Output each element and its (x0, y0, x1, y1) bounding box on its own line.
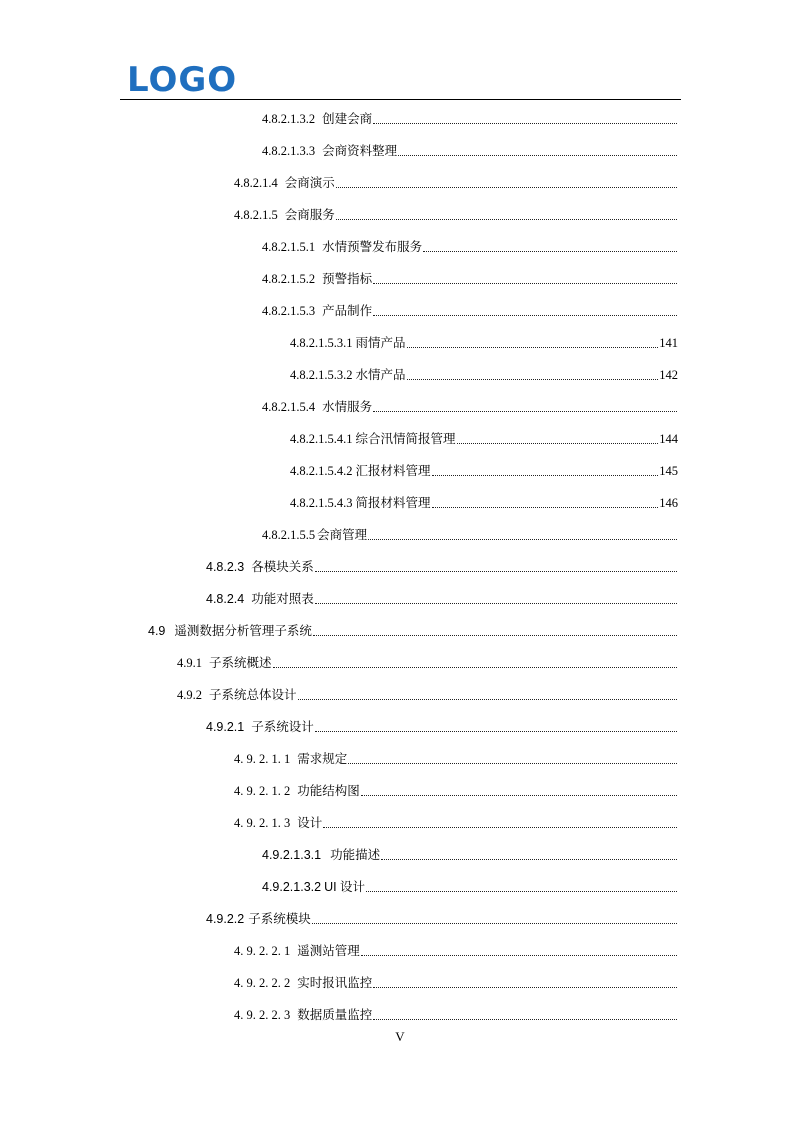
toc-entry[interactable] (262, 267, 678, 287)
toc-entry[interactable] (290, 491, 678, 511)
toc-entry[interactable] (234, 171, 678, 191)
toc-leader-dots (315, 559, 677, 572)
toc-entry[interactable] (290, 459, 678, 479)
toc-entry[interactable] (262, 299, 678, 319)
toc-leader-dots (407, 367, 659, 380)
toc-entry[interactable] (234, 779, 678, 799)
toc-entry-number: 4.8.2.1.5.2 (262, 272, 316, 286)
toc-entry[interactable] (234, 811, 678, 831)
toc-entry-title: 功能对照表 (251, 592, 314, 606)
toc-leader-dots (361, 943, 677, 956)
toc-entry-title: 功能结构图 (297, 784, 360, 798)
toc-entry-number: 4.9.2 (177, 688, 202, 702)
toc-entry-title: 子系统模块 (248, 912, 311, 926)
toc-leader-dots (381, 847, 677, 860)
toc-leader-dots (336, 207, 677, 220)
toc-entry-number: 4.8.2.1.5.4 (262, 400, 316, 414)
toc-entry[interactable] (234, 971, 678, 991)
toc-entry[interactable] (290, 363, 678, 383)
toc-entry-number: 4.8.2.1.4 (234, 176, 278, 190)
toc-leader-dots (373, 303, 677, 316)
page-number: V (395, 1029, 405, 1044)
toc-leader-dots (366, 879, 677, 892)
toc-leader-dots (348, 751, 677, 764)
toc-entry-number: 4. 9. 2. 1. 2 (234, 784, 291, 798)
toc-entry-title: 产品制作 (322, 304, 373, 318)
toc-entry-number: 4.8.2.1.5.4.2 (290, 464, 353, 478)
toc-entry[interactable] (148, 619, 678, 639)
toc-entry-number: 4.8.2.1.5.1 (262, 240, 316, 254)
toc-entry[interactable] (290, 427, 678, 447)
toc-entry-title: 子系统设计 (251, 720, 314, 734)
toc-leader-dots (457, 431, 659, 444)
toc-entry-number: 4.8.2.1.5.5 (262, 528, 316, 542)
toc-leader-dots (368, 527, 677, 540)
toc-entry-number: 4.8.2.4 (206, 592, 245, 606)
toc-entry[interactable] (262, 107, 678, 127)
toc-entry-page: 146 (659, 496, 678, 510)
toc-leader-dots (298, 687, 677, 700)
toc-entry-title: 创建会商 (322, 112, 373, 126)
toc-leader-dots (407, 335, 659, 348)
toc-entry-number: 4.8.2.1.3.3 (262, 144, 316, 158)
toc-entry[interactable] (234, 203, 678, 223)
toc-leader-dots (398, 143, 677, 156)
toc-entry[interactable] (262, 523, 678, 543)
toc-entry-number: 4.8.2.1.5.4.3 (290, 496, 353, 510)
toc-entry-title: 预警指标 (322, 272, 373, 286)
toc-entry-title: 各模块关系 (251, 560, 314, 574)
toc-entry-title: 遥测数据分析管理子系统 (174, 624, 312, 638)
toc-entry[interactable] (262, 875, 678, 895)
logo: LOGO (127, 60, 238, 100)
toc-entry-title: 会商管理 (317, 528, 368, 542)
toc-entry-title: 子系统概述 (209, 656, 272, 670)
toc-entry[interactable] (177, 651, 678, 671)
toc-entry[interactable] (177, 683, 678, 703)
toc-entry-page: 141 (659, 336, 678, 350)
toc-entry[interactable] (234, 939, 678, 959)
toc-entry-number: 4.8.2.1.5.3.2 (290, 368, 353, 382)
toc-entry-title: 功能描述 (330, 848, 381, 862)
toc-entry-title: 需求规定 (297, 752, 348, 766)
toc-entry-title: 简报材料管理 (355, 496, 431, 510)
toc-entry-title: 会商资料整理 (322, 144, 398, 158)
toc-entry-title: 数据质量监控 (297, 1008, 373, 1022)
toc-leader-dots (423, 239, 677, 252)
toc-entry[interactable] (206, 587, 678, 607)
toc-leader-dots (323, 815, 677, 828)
toc-entry-title: 综合汛情简报管理 (355, 432, 456, 446)
toc-leader-dots (373, 399, 677, 412)
toc-leader-dots (373, 975, 677, 988)
toc-entry-page: 145 (659, 464, 678, 478)
toc-entry-number: 4.9.2.1.3.2 (262, 880, 322, 894)
toc-leader-dots (273, 655, 677, 668)
toc-entry[interactable] (262, 843, 678, 863)
toc-entry-title: 子系统总体设计 (209, 688, 297, 702)
toc-leader-dots (373, 111, 677, 124)
toc-entry[interactable] (262, 395, 678, 415)
toc-entry-title: 设计 (297, 816, 323, 830)
toc-entry-number: 4.9.2.1 (206, 720, 245, 734)
toc-entry-title: 会商演示 (284, 176, 335, 190)
toc-entry-number: 4. 9. 2. 2. 1 (234, 944, 291, 958)
toc-entry[interactable] (206, 555, 678, 575)
toc-leader-dots (315, 591, 677, 604)
toc-entry-number: 4.9.2.2 (206, 912, 245, 926)
toc-entry[interactable] (262, 235, 678, 255)
toc-leader-dots (432, 495, 659, 508)
toc-entry-title: 水情产品 (355, 368, 406, 382)
toc-entry-title: 遥测站管理 (297, 944, 360, 958)
toc-leader-dots (432, 463, 659, 476)
toc-entry[interactable] (262, 139, 678, 159)
toc-leader-dots (373, 271, 677, 284)
toc-leader-dots (373, 1007, 677, 1020)
toc-entry[interactable] (206, 907, 678, 927)
toc-entry[interactable] (234, 1003, 678, 1023)
toc-entry-title: 水情服务 (322, 400, 373, 414)
toc-entry-title: 雨情产品 (355, 336, 406, 350)
toc-entry-title: UI 设计 (324, 880, 366, 894)
toc-leader-dots (312, 911, 677, 924)
toc-entry-number: 4.8.2.1.5.4.1 (290, 432, 353, 446)
toc-leader-dots (313, 623, 677, 636)
toc-entry[interactable] (290, 331, 678, 351)
toc-entry-page: 144 (659, 432, 678, 446)
toc-entry-number: 4.8.2.1.3.2 (262, 112, 316, 126)
toc-entry-title: 会商服务 (284, 208, 335, 222)
toc-entry-number: 4. 9. 2. 2. 3 (234, 1008, 291, 1022)
toc-entry[interactable] (234, 747, 678, 767)
toc-leader-dots (315, 719, 677, 732)
toc-entry-title: 水情预警发布服务 (322, 240, 423, 254)
toc-entry-number: 4.9.2.1.3.1 (262, 848, 322, 862)
toc-entry-title: 汇报材料管理 (355, 464, 431, 478)
toc-entry-number: 4.9 (148, 624, 166, 638)
toc-entry-number: 4.9.1 (177, 656, 202, 670)
toc-entry-number: 4. 9. 2. 1. 3 (234, 816, 291, 830)
toc-entry-title: 实时报讯监控 (297, 976, 373, 990)
toc-leader-dots (336, 175, 677, 188)
toc-entry-number: 4.8.2.1.5.3.1 (290, 336, 353, 350)
toc-leader-dots (361, 783, 677, 796)
toc-entry-number: 4. 9. 2. 2. 2 (234, 976, 291, 990)
toc-entry-number: 4.8.2.1.5.3 (262, 304, 316, 318)
toc-entry-number: 4.8.2.3 (206, 560, 245, 574)
toc-entry[interactable] (206, 715, 678, 735)
toc-entry-number: 4. 9. 2. 1. 1 (234, 752, 291, 766)
toc-entry-page: 142 (659, 368, 678, 382)
toc-entry-number: 4.8.2.1.5 (234, 208, 278, 222)
